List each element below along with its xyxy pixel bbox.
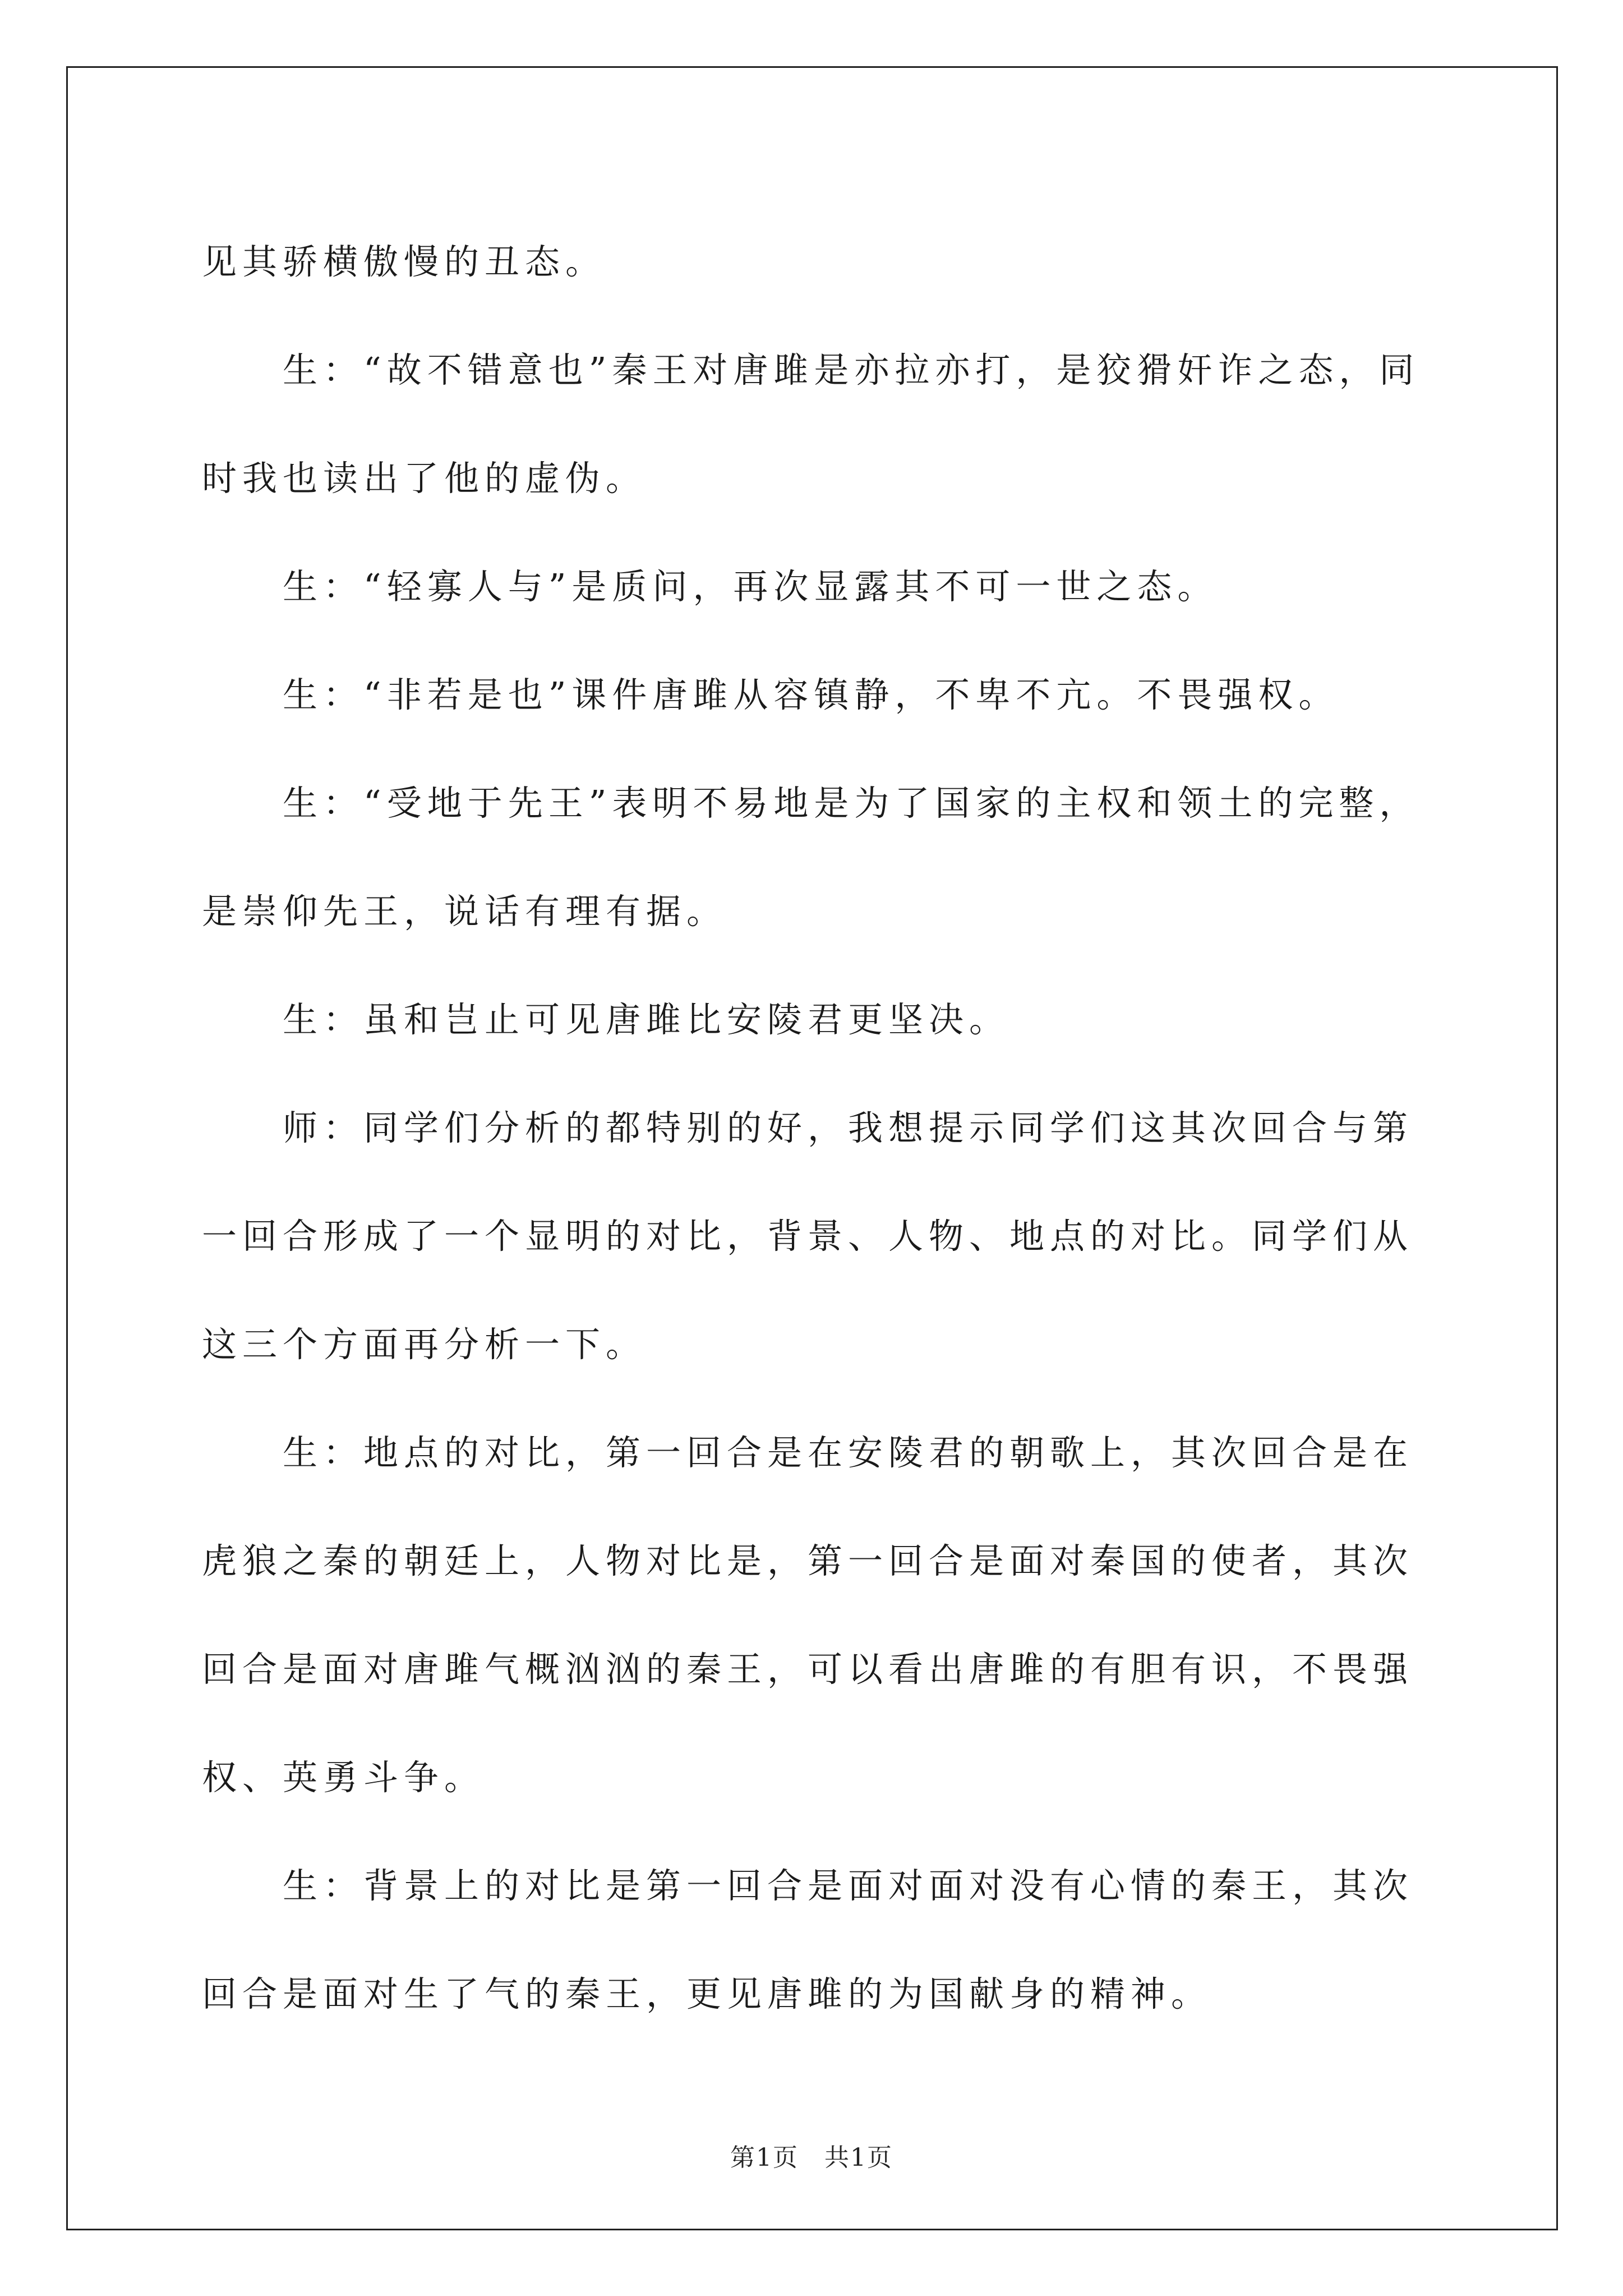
paragraph-3: 生：“轻寡人与”是质问，再次显露其不可一世之态。 <box>283 566 1218 607</box>
paragraph-8: 生：地点的对比，第一回合是在安陵君的朝歌上，其次回合是在虎狼之秦的朝廷上，人物对比是，第一回合是面对秦国的使者，其次回合是面对唐雎气概汹汹的秦王，可以看出唐雎的有胆有识，不畏强权、英勇斗争。 <box>202 1432 1414 1798</box>
document-body <box>202 208 1436 2048</box>
page-number-footer: 第1页 共1页 <box>730 2143 893 2172</box>
paragraph-1: 见其骄横傲慢的丑态。 <box>202 241 606 282</box>
paragraph-7: 师：同学们分析的都特别的好，我想提示同学们这其次回合与第一回合形成了一个显明的对比，背景、人物、地点的对比。同学们从这三个方面再分析一下。 <box>202 1107 1414 1365</box>
paragraph-5: 生：“受地于先王”表明不易地是为了国家的主权和领土的完整，是崇仰先王，说话有理有据。 <box>202 783 1420 932</box>
paragraph-4: 生：“非若是也”课件唐雎从容镇静，不卑不亢。不畏强权。 <box>283 674 1339 715</box>
paragraph-9: 生：背景上的对比是第一回合是面对面对没有心情的秦王，其次回合是面对生了气的秦王，更见唐雎的为国献身的精神。 <box>202 1865 1414 2014</box>
paragraph-2: 生：“故不错意也”秦王对唐雎是亦拉亦打，是狡猾奸诈之态，同时我也读出了他的虚伪。 <box>202 349 1420 499</box>
paragraph-6: 生：虽和岂止可见唐雎比安陵君更坚决。 <box>283 999 1010 1040</box>
